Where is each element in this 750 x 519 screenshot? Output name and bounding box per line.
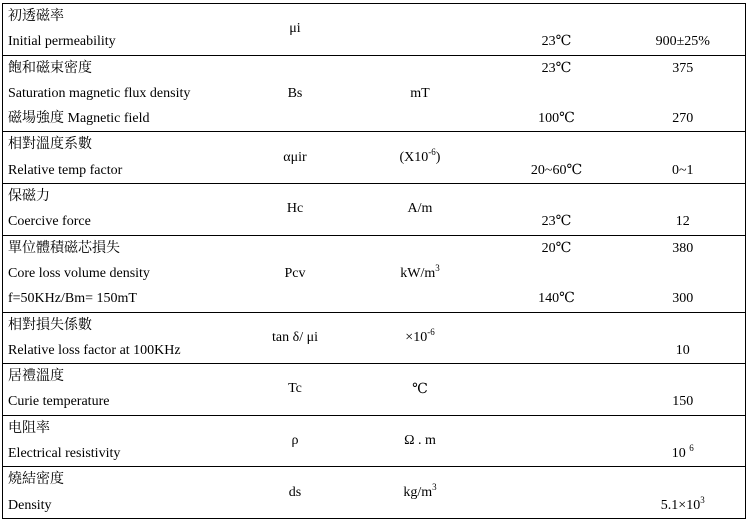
value-text: 5.1×10 [660,497,701,513]
condition-line [493,261,621,286]
property-name-cell [3,312,243,364]
condition-cell [493,467,621,519]
value-text: 10 [675,342,690,358]
value-line [621,286,746,311]
property-row [3,184,746,236]
property-name-line: f=50KHz/Bm= 150mT [8,291,137,307]
property-row [3,364,746,416]
symbol-cell: Bs [243,55,348,132]
unit-superscript: 3 [435,262,440,273]
value-cell [621,184,746,236]
material-properties-table [2,3,746,519]
condition-line: 20~60℃ [530,162,583,178]
condition-line [493,467,621,492]
condition-line: 23℃ [541,60,572,76]
property-name-line: Curie temperature [8,394,110,410]
unit-cell [348,4,493,56]
property-row [3,4,746,56]
property-name-line: 相對溫度系數 [8,136,92,153]
condition-line: 23℃ [541,214,572,230]
value-text: 300 [672,291,694,307]
symbol-cell: μi [243,4,348,56]
symbol-cell: ρ [243,415,348,467]
property-name-line: 飽和磁束密度 [8,59,92,76]
property-name-line: Initial permeability [8,34,116,50]
value-line [621,364,746,389]
condition-cell [493,312,621,364]
unit-cell [348,467,493,519]
property-name-cell [3,184,243,236]
value-line [621,132,746,157]
properties-table-body [3,4,746,519]
value-cell [621,467,746,519]
condition-line [493,364,621,389]
property-name-cell [3,467,243,519]
value-cell [621,364,746,416]
property-name-line: Coercive force [8,214,91,230]
value-line [621,467,746,492]
value-line [621,493,746,518]
property-name-cell [3,55,243,132]
symbol-cell: ds [243,467,348,519]
condition-cell [493,4,621,56]
unit-text: ×10 [405,329,428,345]
value-cell [621,4,746,56]
value-text: 900±25% [655,34,710,50]
condition-cell [493,235,621,312]
condition-line: 100℃ [538,111,575,127]
condition-line [493,441,621,466]
symbol-cell: Hc [243,184,348,236]
property-row [3,132,746,184]
condition-line [493,313,621,338]
condition-line: 140℃ [538,291,575,307]
value-line [621,81,746,106]
value-line [621,338,746,363]
property-name-line: 居禮溫度 [8,368,64,385]
unit-text: ℃ [412,381,428,397]
property-name-cell [3,415,243,467]
value-cell [621,55,746,132]
condition-line [493,416,621,441]
condition-line [493,493,621,518]
unit-superscript: -6 [428,146,436,157]
unit-text-tail: ) [435,149,441,165]
unit-text: kW/m [400,265,436,281]
property-name-line: 單位體積磁芯損失 [8,239,120,256]
property-name-line: 电阻率 [8,419,50,436]
unit-cell [348,184,493,236]
property-name-cell [3,4,243,56]
value-superscript: 6 [689,443,694,454]
property-name-line: 相對損失係數 [8,316,92,333]
unit-cell [348,415,493,467]
property-row [3,467,746,519]
symbol-cell: αμir [243,132,348,184]
unit-text: A/m [407,201,433,217]
value-text: 12 [675,214,690,230]
property-row [3,235,746,312]
condition-cell [493,415,621,467]
condition-cell [493,184,621,236]
value-line [621,236,746,261]
property-row [3,415,746,467]
value-text: 10 [671,446,686,462]
value-text: 380 [672,240,694,256]
value-line [621,106,746,131]
property-name-line: Electrical resistivity [8,446,121,462]
value-line [621,441,746,466]
symbol-cell: Tc [243,364,348,416]
unit-cell [348,55,493,132]
value-line [621,416,746,441]
value-text: 270 [672,111,694,127]
value-cell [621,415,746,467]
value-cell [621,312,746,364]
value-text: 150 [672,394,694,410]
property-name-line: Relative loss factor at 100KHz [8,342,181,358]
value-text: 375 [672,60,694,76]
property-name-line: Core loss volume density [8,265,150,281]
unit-text: mT [410,85,430,101]
value-line [621,29,746,54]
condition-cell [493,364,621,416]
unit-text: Ω . m [404,433,436,449]
value-line [621,158,746,183]
property-name-line: 磁場強度 Magnetic field [8,111,150,127]
condition-line [493,81,621,106]
unit-cell [348,235,493,312]
value-line [621,261,746,286]
property-name-cell [3,132,243,184]
value-superscript: 3 [700,494,705,505]
condition-line [493,338,621,363]
property-row [3,312,746,364]
value-text: 0~1 [671,162,694,178]
condition-line: 20℃ [541,240,572,256]
condition-cell [493,55,621,132]
condition-line [493,132,621,157]
property-name-line: 保磁力 [8,188,50,205]
symbol-cell: tan δ/ μi [243,312,348,364]
value-cell [621,235,746,312]
property-name-line: 燒結密度 [8,471,64,488]
property-name-line: Relative temp factor [8,162,123,178]
condition-line: 23℃ [541,34,572,50]
value-cell [621,132,746,184]
property-row [3,55,746,132]
condition-line [493,4,621,29]
unit-superscript: 3 [432,481,437,492]
property-name-line: Saturation magnetic flux density [8,85,191,101]
unit-superscript: -6 [427,326,435,337]
value-line [621,389,746,414]
properties-table-container [2,3,745,519]
value-line [621,209,746,234]
unit-text: (X10 [399,149,429,165]
property-name-cell [3,235,243,312]
unit-text: kg/m [403,484,433,500]
symbol-cell: Pcv [243,235,348,312]
condition-line [493,184,621,209]
unit-cell [348,132,493,184]
property-name-cell [3,364,243,416]
value-line [621,184,746,209]
condition-line [493,389,621,414]
unit-cell [348,364,493,416]
unit-cell [348,312,493,364]
condition-cell [493,132,621,184]
property-name-line: 初透磁率 [8,8,64,24]
value-line [621,4,746,29]
property-name-line: Density [8,497,52,513]
value-line [621,313,746,338]
value-line [621,56,746,81]
